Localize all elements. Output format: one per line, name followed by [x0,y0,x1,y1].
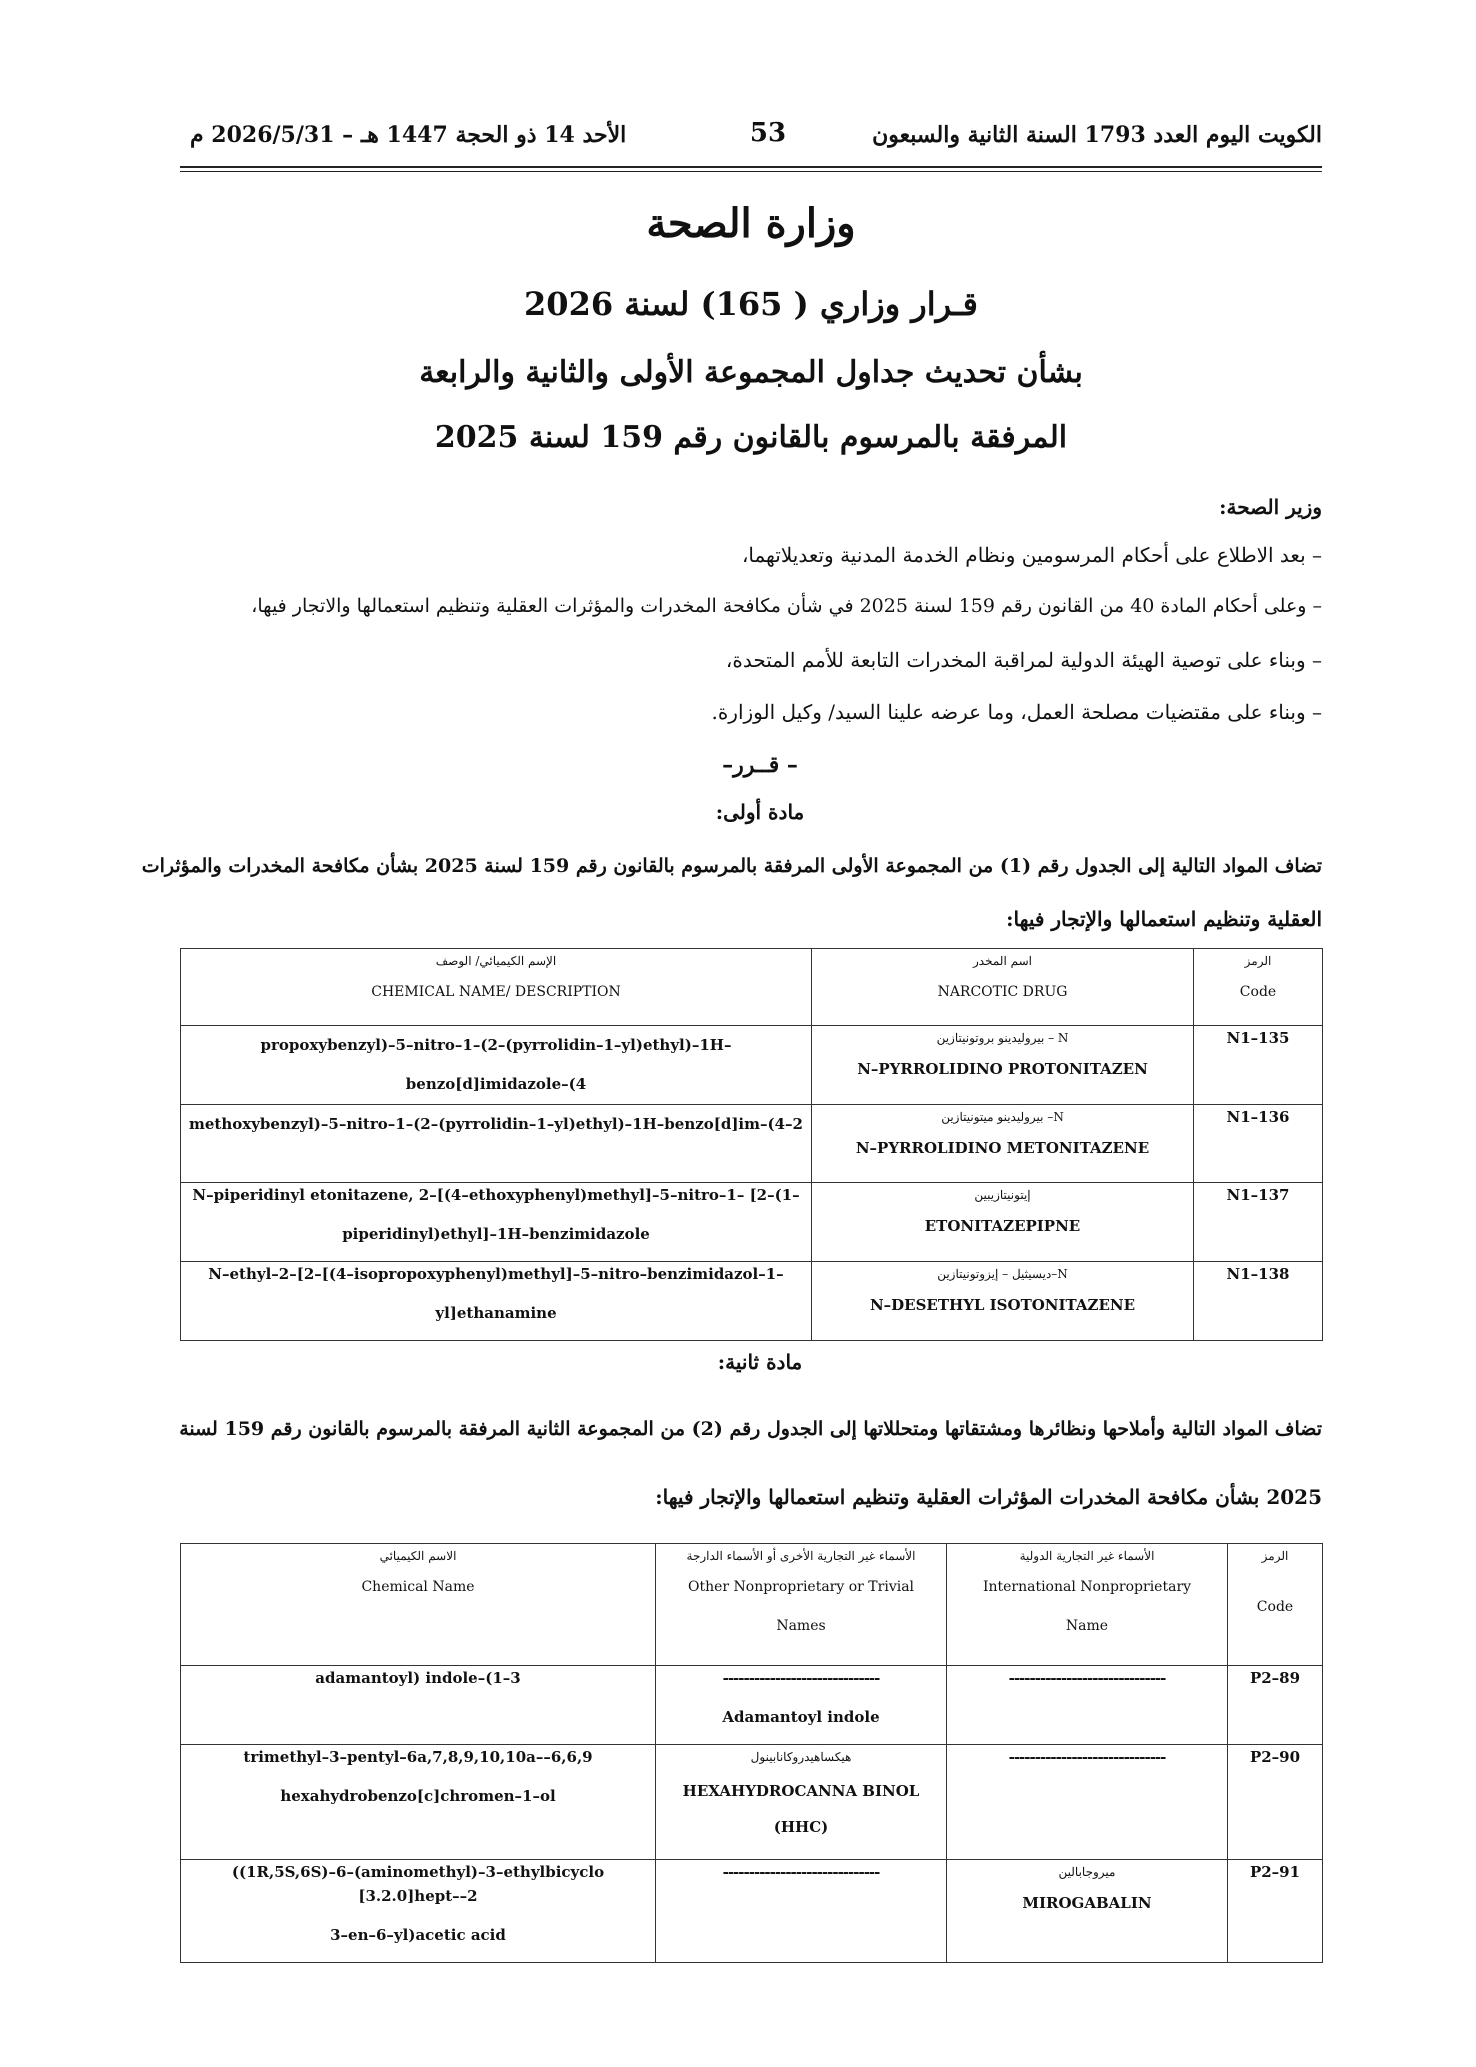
inn-line: MIROGABALIN [1022,1894,1152,1912]
code-cell [1228,1745,1323,1860]
header-rule-thin [180,171,1322,172]
other-name-line: (HHC) [773,1818,829,1836]
other-names-cell [656,1745,947,1860]
other-name-line: HEXAHYDROCANNA BINOL [682,1782,920,1800]
table-header-row [181,1544,1323,1666]
other-name-line: ------------------------------ [722,1669,880,1687]
header-other-names-en: Other Nonproprietary or Trivial [687,1579,915,1595]
drug-name-en: N–PYRROLIDINO PROTONITAZEN [857,1060,1148,1078]
chemical-line: methoxybenzyl)–5–nitro–1–(2–(pyrrolidin–1–yl)ethyl)–1H–benzo[d]im–(4–2 [189,1115,803,1133]
code-cell [1194,1105,1323,1183]
code-value: P2–90 [1249,1748,1301,1766]
table-row [181,1262,1323,1341]
code-value: P2–91 [1249,1863,1301,1881]
header-inn-ar: الأسماء غير التجارية الدولية [1019,1549,1155,1563]
other-names-cell [656,1860,947,1963]
article-1-heading: مادة أولى: [715,800,805,824]
header-code [1194,949,1323,1026]
header-chemical [181,949,812,1026]
chemical-line: propoxybenzyl)–5–nitro–1–(2–(pyrrolidin–1–yl)ethyl)–1H–benzo[d]imidazole–(4 [260,1036,732,1093]
header-drug [812,949,1194,1026]
code-value: N1–136 [1226,1108,1290,1126]
drug-name-en: ETONITAZEPIPNE [924,1217,1081,1235]
inn-line: ------------------------------ [1008,1748,1166,1766]
chemical-line: ((1R,5S,6S)–6–(aminomethyl)–3–ethylbicyclo [3.2.0]hept––2 [231,1863,605,1905]
chemical-line: N–piperidinyl etonitazene, 2–[(4–ethoxyphenyl)methyl]–5–nitro–1– [2–(1– [192,1186,800,1204]
drug-name-ar: N – بيروليدينو بروتونيتازين [936,1031,1069,1045]
header-other-names [656,1544,947,1666]
decree-title: قـرار وزاري ( 165) لسنة 2026 [524,285,978,323]
header-rule [180,166,1322,168]
chemical-line: 3–en–6–yl)acetic acid [330,1926,506,1944]
chemical-cell [181,1262,812,1341]
other-name-line: Adamantoyl indole [722,1708,880,1726]
header-drug-en: NARCOTIC DRUG [937,984,1068,1000]
header-issue: الكويت اليوم العدد 1793 السنة الثانية والسبعون [872,122,1322,148]
chemical-cell [181,1183,812,1262]
drug-name-en: N–DESETHYL ISOTONITAZENE [869,1296,1136,1314]
drug-name-ar: إيتونيتازيبين [974,1188,1031,1202]
header-inn [947,1544,1228,1666]
subject-line-1: بشأن تحديث جداول المجموعة الأولى والثانية والرابعة [419,355,1083,390]
code-cell [1228,1860,1323,1963]
minister-heading: وزير الصحة: [1219,495,1322,519]
header-chemical-ar: الإسم الكيميائي/ الوصف [435,954,557,968]
chemical-cell [181,1105,812,1183]
inn-cell [947,1745,1228,1860]
other-names-cell [656,1666,947,1745]
chemical-line: yl]ethanamine [435,1304,557,1322]
article-2-heading: مادة ثانية: [717,1350,803,1374]
code-cell [1228,1666,1323,1745]
header-chemical-name-en: Chemical Name [361,1579,475,1595]
article-2-text-a: تضاف المواد التالية وأملاحها ونظائرها ومشتقاتها ومتحللاتها إلى الجدول رقم (2) من المجموعة الثانية المرفقة بالمرسوم بالقانون رقم 159 لسنة [179,1418,1322,1440]
header-inn-en-2: Name [1065,1618,1109,1634]
header-other-names-ar: الأسماء غير التجارية الأخرى أو الأسماء الدارجة [686,1549,916,1563]
table-row [181,1183,1323,1262]
preamble-1: – بعد الاطلاع على أحكام المرسومين ونظام الخدمة المدنية وتعديلاتهما، [741,543,1322,567]
page-number: 53 [749,118,787,148]
table-row [181,1026,1323,1105]
header-date: الأحد 14 ذو الحجة 1447 هـ – 2026/5/31 م [190,122,627,148]
table-header-row [181,949,1323,1026]
drug-cell [812,1105,1194,1183]
article-2-text-b: 2025 بشأن مكافحة المخدرات المؤثرات العقلية وتنظيم استعمالها والإتجار فيها: [655,1485,1322,1509]
header-chemical-name-ar: الاسم الكيميائي [379,1549,457,1563]
ministry-title: وزارة الصحة [646,200,856,247]
preamble-4: – وبناء على مقتضيات مصلحة العمل، وما عرضه علينا السيد/ وكيل الوزارة. [711,700,1322,724]
chemical-cell [181,1666,656,1745]
inn-name-ar: ميروجابالين [1058,1865,1116,1879]
header-code-ar: الرمز [1261,1549,1289,1563]
code-value: N1–135 [1226,1029,1290,1047]
subject-line-2: المرفقة بالمرسوم بالقانون رقم 159 لسنة 2025 [434,420,1068,455]
inn-cell [947,1666,1228,1745]
table-row [181,1105,1323,1183]
header-code [1228,1544,1323,1666]
inn-cell [947,1860,1228,1963]
chemical-line: N–ethyl–2–[2–[(4–isopropoxyphenyl)methyl]–5–nitro–benzimidazol–1– [208,1265,784,1283]
drug-cell [812,1026,1194,1105]
drug-cell [812,1262,1194,1341]
code-value: N1–137 [1226,1186,1290,1204]
article-1-text-b: العقلية وتنظيم استعمالها والإتجار فيها: [1006,907,1322,931]
decided-label: – قــرر– [722,752,798,778]
article-1-text-a: تضاف المواد التالية إلى الجدول رقم (1) من المجموعة الأولى المرفقة بالمرسوم بالقانون رقم 159 لسنة 2025 بشأن مكافحة المخدرات والمؤثرات [141,855,1322,877]
table-row [181,1860,1323,1963]
drug-name-ar: N–ديسيثيل – إيزوتونيتازين [937,1267,1068,1281]
psychotropics-table [180,1543,1323,1963]
header-chemical-name [181,1544,656,1666]
inn-line: ------------------------------ [1008,1669,1166,1687]
code-value: P2–89 [1249,1669,1301,1687]
other-name-ar: هيكساهيدروكانابينول [750,1750,852,1764]
drug-cell [812,1183,1194,1262]
chemical-cell [181,1745,656,1860]
other-name-line: ------------------------------ [722,1863,880,1881]
chemical-cell [181,1860,656,1963]
narcotics-table [180,948,1323,1341]
chemical-cell [181,1026,812,1105]
header-code-en: Code [1239,984,1277,1000]
header-code-ar: الرمز [1244,954,1272,968]
drug-name-en: N–PYRROLIDINO METONITAZENE [855,1139,1150,1157]
chemical-line: trimethyl–3–pentyl–6a,7,8,9,10,10a––6,6,9 [243,1748,593,1766]
code-cell [1194,1183,1323,1262]
code-cell [1194,1026,1323,1105]
table-row [181,1666,1323,1745]
preamble-3: – وبناء على توصية الهيئة الدولية لمراقبة المخدرات التابعة للأمم المتحدة، [725,648,1322,672]
drug-name-ar: N– بيروليدينو ميتونيتازين [941,1110,1064,1124]
code-value: N1–138 [1226,1265,1290,1283]
chemical-line: adamantoyl) indole–(1–3 [315,1669,521,1687]
header-other-names-en-2: Names [776,1618,826,1634]
chemical-line: piperidinyl)ethyl]–1H–benzimidazole [342,1225,650,1243]
code-cell [1194,1262,1323,1341]
header-chemical-en: CHEMICAL NAME/ DESCRIPTION [371,984,621,1000]
header-code-en: Code [1256,1599,1294,1615]
chemical-line: hexahydrobenzo[c]chromen–1–ol [280,1787,556,1805]
header-drug-ar: اسم المخدر [973,954,1032,968]
table-row [181,1745,1323,1860]
preamble-2: – وعلى أحكام المادة 40 من القانون رقم 159 لسنة 2025 في شأن مكافحة المخدرات والمؤثرات العقلية وتنظيم استعمالها والاتجار فيها، [251,595,1322,617]
header-inn-en: International Nonproprietary [982,1579,1192,1595]
